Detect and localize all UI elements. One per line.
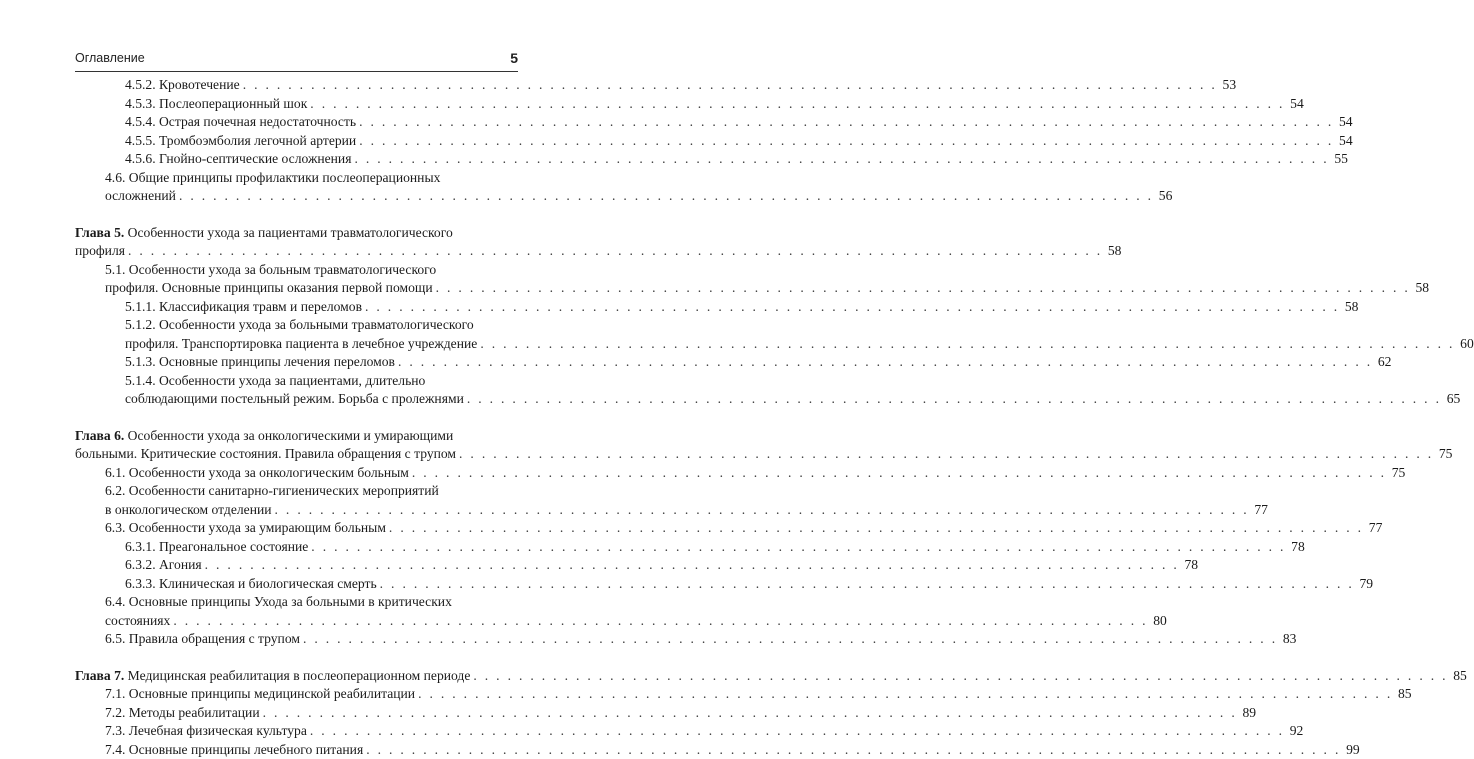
toc-entry-title: 6.3.2. Агония [125,556,202,575]
toc-entry-title: 4.5.2. Кровотечение [125,76,240,95]
toc-entry-5-1-4-line1 [75,372,518,391]
dot-leader: . . . . . . . . . . . . . . . . . . . . . . . . . . . . . . . . . . . . . . . . . . . . . . . . . . . . . . . . . . . . . . . . . . . . . . . . . . . . . . . . . . . . . . [365,298,1339,317]
dot-leader: . . . . . . . . . . . . . . . . . . . . . . . . . . . . . . . . . . . . . . . . . . . . . . . . . . . . . . . . . . . . . . . . . . . . . . . . . . . . . . . . . . . . . . [359,113,1333,132]
toc-entry-title: 4.5.6. Гнойно-септические осложнения [125,150,351,169]
dot-leader: . . . . . . . . . . . . . . . . . . . . . . . . . . . . . . . . . . . . . . . . . . . . . . . . . . . . . . . . . . . . . . . . . . . . . . . . . . . . . . . . . . . . . . [380,575,1354,594]
dot-leader: . . . . . . . . . . . . . . . . . . . . . . . . . . . . . . . . . . . . . . . . . . . . . . . . . . . . . . . . . . . . . . . . . . . . . . . . . . . . . . . . . . . . . . [480,335,1454,354]
chapter-label: Глава 6. [75,428,124,443]
dot-leader: . . . . . . . . . . . . . . . . . . . . . . . . . . . . . . . . . . . . . . . . . . . . . . . . . . . . . . . . . . . . . . . . . . . . . . . . . . . . . . . . . . . . . . [467,390,1441,409]
toc-chapter-6-line2 [75,445,518,464]
toc-chapter-5-line2 [75,242,518,261]
dot-leader: . . . . . . . . . . . . . . . . . . . . . . . . . . . . . . . . . . . . . . . . . . . . . . . . . . . . . . . . . . . . . . . . . . . . . . . . . . . . . . . . . . . . . . [418,685,1392,704]
toc-entry-4-6-line2 [75,187,518,206]
dot-leader: . . . . . . . . . . . . . . . . . . . . . . . . . . . . . . . . . . . . . . . . . . . . . . . . . . . . . . . . . . . . . . . . . . . . . . . . . . . . . . . . . . . . . . [436,279,1410,298]
toc-page-number: 79 [1357,575,1373,594]
toc-entry-title: 6.1. Особенности ухода за онкологическим больным [105,464,409,483]
toc-entry-6-2-line2 [75,501,518,520]
toc-entry-6-4-line2 [75,612,518,631]
toc-chapter-6-line1 [75,427,518,446]
toc-page-number: 62 [1375,353,1391,372]
toc-entry-6-4-line1 [75,593,518,612]
dot-leader: . . . . . . . . . . . . . . . . . . . . . . . . . . . . . . . . . . . . . . . . . . . . . . . . . . . . . . . . . . . . . . . . . . . . . . . . . . . . . . . . . . . . . . [359,132,1333,151]
dot-leader: . . . . . . . . . . . . . . . . . . . . . . . . . . . . . . . . . . . . . . . . . . . . . . . . . . . . . . . . . . . . . . . . . . . . . . . . . . . . . . . . . . . . . . [179,187,1153,206]
book-page [0,0,600,750]
dot-leader: . . . . . . . . . . . . . . . . . . . . . . . . . . . . . . . . . . . . . . . . . . . . . . . . . . . . . . . . . . . . . . . . . . . . . . . . . . . . . . . . . . . . . . [310,722,1284,741]
dot-leader: . . . . . . . . . . . . . . . . . . . . . . . . . . . . . . . . . . . . . . . . . . . . . . . . . . . . . . . . . . . . . . . . . . . . . . . . . . . . . . . . . . . . . . [243,76,1217,95]
dot-leader: . . . . . . . . . . . . . . . . . . . . . . . . . . . . . . . . . . . . . . . . . . . . . . . . . . . . . . . . . . . . . . . . . . . . . . . . . . . . . . . . . . . . . . [303,630,1277,649]
toc-page-number: 65 [1444,390,1460,409]
toc-entry-4-5-2 [75,76,518,95]
chapter-label: Глава 7. [75,668,124,683]
dot-leader: . . . . . . . . . . . . . . . . . . . . . . . . . . . . . . . . . . . . . . . . . . . . . . . . . . . . . . . . . . . . . . . . . . . . . . . . . . . . . . . . . . . . . . [354,150,1328,169]
toc-page-number: 99 [1344,741,1360,759]
toc-page-number: 78 [1182,556,1198,575]
toc-entry-title: 4.5.3. Послеоперационный шок [125,95,307,114]
dot-leader: . . . . . . . . . . . . . . . . . . . . . . . . . . . . . . . . . . . . . . . . . . . . . . . . . . . . . . . . . . . . . . . . . . . . . . . . . . . . . . . . . . . . . . [275,501,1249,520]
toc-entry-6-5 [75,630,518,649]
toc-entry-title: 5.1. Особенности ухода за больным травматологического [105,262,436,277]
toc-page-number: 58 [1105,242,1121,261]
toc-entry-title-cont: соблюдающими постельный режим. Борьба с пролежнями [125,390,464,409]
toc-entry-4-5-3 [75,95,518,114]
toc-chapter-5-line1 [75,224,518,243]
chapter-heading [75,667,470,686]
toc-page-number: 60 [1458,335,1474,354]
dot-leader: . . . . . . . . . . . . . . . . . . . . . . . . . . . . . . . . . . . . . . . . . . . . . . . . . . . . . . . . . . . . . . . . . . . . . . . . . . . . . . . . . . . . . . [459,445,1433,464]
toc-entry-title: 7.3. Лечебная физическая культура [105,722,307,741]
toc-entry-7-2 [75,704,518,723]
toc-entry-title-cont: состояниях [105,612,170,631]
toc-entry-title-cont: профиля. Основные принципы оказания первой помощи [105,279,433,298]
toc-entry-title-cont: профиля. Транспортировка пациента в лечебное учреждение [125,335,477,354]
toc-entry-7-4 [75,741,518,759]
toc-chapter-7 [75,667,518,686]
toc-entry-5-1-line1 [75,261,518,280]
toc-entry-6-3 [75,519,518,538]
chapter-title: Медицинская реабилитация в послеоперационном периоде [124,668,470,683]
toc-page-number: 55 [1332,150,1348,169]
toc-entry-5-1-line2 [75,279,518,298]
toc-entry-6-3-3 [75,575,518,594]
toc-page-number: 56 [1156,187,1172,206]
toc-entry-4-6-line1 [75,169,518,188]
toc-page-number: 58 [1342,298,1358,317]
toc-page-number: 85 [1396,685,1412,704]
dot-leader: . . . . . . . . . . . . . . . . . . . . . . . . . . . . . . . . . . . . . . . . . . . . . . . . . . . . . . . . . . . . . . . . . . . . . . . . . . . . . . . . . . . . . . [205,556,1179,575]
dot-leader: . . . . . . . . . . . . . . . . . . . . . . . . . . . . . . . . . . . . . . . . . . . . . . . . . . . . . . . . . . . . . . . . . . . . . . . . . . . . . . . . . . . . . . [473,667,1447,686]
toc-entry-6-3-2 [75,556,518,575]
dot-leader: . . . . . . . . . . . . . . . . . . . . . . . . . . . . . . . . . . . . . . . . . . . . . . . . . . . . . . . . . . . . . . . . . . . . . . . . . . . . . . . . . . . . . . [263,704,1237,723]
toc-page-number: 77 [1366,519,1382,538]
toc-entry-title: 6.3. Особенности ухода за умирающим больным [105,519,386,538]
toc-page-number: 78 [1289,538,1305,557]
dot-leader: . . . . . . . . . . . . . . . . . . . . . . . . . . . . . . . . . . . . . . . . . . . . . . . . . . . . . . . . . . . . . . . . . . . . . . . . . . . . . . . . . . . . . . [412,464,1386,483]
toc-entry-5-1-4-line2 [75,390,518,409]
toc-entry-title: 5.1.1. Классификация травм и переломов [125,298,362,317]
toc-page-number: 54 [1337,113,1353,132]
dot-leader: . . . . . . . . . . . . . . . . . . . . . . . . . . . . . . . . . . . . . . . . . . . . . . . . . . . . . . . . . . . . . . . . . . . . . . . . . . . . . . . . . . . . . . [128,242,1102,261]
header-rule [75,71,518,72]
toc-page-number: 75 [1436,445,1452,464]
toc-entry-5-1-2-line1 [75,316,518,335]
toc-page-number: 80 [1151,612,1167,631]
toc-entry-4-5-5 [75,132,518,151]
toc-page-number: 54 [1337,132,1353,151]
chapter-title: Особенности ухода за пациентами травматологического [124,225,452,240]
toc-entry-6-1 [75,464,518,483]
dot-leader: . . . . . . . . . . . . . . . . . . . . . . . . . . . . . . . . . . . . . . . . . . . . . . . . . . . . . . . . . . . . . . . . . . . . . . . . . . . . . . . . . . . . . . [311,538,1285,557]
toc-entry-6-3-1 [75,538,518,557]
toc-entry-7-3 [75,722,518,741]
table-of-contents [75,76,518,759]
toc-entry-title: 6.4. Основные принципы Ухода за больными в критических [105,594,452,609]
toc-entry-4-5-4 [75,113,518,132]
toc-entry-title: 5.1.4. Особенности ухода за пациентами, длительно [125,373,425,388]
toc-page-number: 53 [1220,76,1236,95]
toc-entry-title: 6.5. Правила обращения с трупом [105,630,300,649]
toc-page-number: 89 [1240,704,1256,723]
running-head-title: Оглавление [75,51,145,65]
toc-page-number: 77 [1252,501,1268,520]
running-head [75,50,518,70]
toc-entry-5-1-1 [75,298,518,317]
toc-entry-title: 4.5.4. Острая почечная недостаточность [125,113,356,132]
toc-entry-title-cont: в онкологическом отделении [105,501,272,520]
toc-entry-6-2-line1 [75,482,518,501]
page-number: 5 [510,50,518,66]
toc-entry-5-1-2-line2 [75,335,518,354]
chapter-label: Глава 5. [75,225,124,240]
toc-entry-title: 4.6. Общие принципы профилактики послеоперационных [105,170,440,185]
toc-entry-title: 7.4. Основные принципы лечебного питания [105,741,363,759]
toc-entry-title: 6.2. Особенности санитарно-гигиенических мероприятий [105,483,439,498]
toc-entry-7-1 [75,685,518,704]
toc-entry-title: 5.1.2. Особенности ухода за больными травматологического [125,317,474,332]
toc-entry-title-cont: осложнений [105,187,176,206]
dot-leader: . . . . . . . . . . . . . . . . . . . . . . . . . . . . . . . . . . . . . . . . . . . . . . . . . . . . . . . . . . . . . . . . . . . . . . . . . . . . . . . . . . . . . . [310,95,1284,114]
dot-leader: . . . . . . . . . . . . . . . . . . . . . . . . . . . . . . . . . . . . . . . . . . . . . . . . . . . . . . . . . . . . . . . . . . . . . . . . . . . . . . . . . . . . . . [398,353,1372,372]
toc-page-number: 92 [1287,722,1303,741]
toc-page-number: 58 [1413,279,1429,298]
toc-entry-4-5-6 [75,150,518,169]
toc-entry-title: 5.1.3. Основные принципы лечения переломов [125,353,395,372]
toc-entry-title: 6.3.1. Преагональное состояние [125,538,308,557]
dot-leader: . . . . . . . . . . . . . . . . . . . . . . . . . . . . . . . . . . . . . . . . . . . . . . . . . . . . . . . . . . . . . . . . . . . . . . . . . . . . . . . . . . . . . . [389,519,1363,538]
chapter-title-cont: профиля [75,242,125,261]
toc-entry-title: 7.2. Методы реабилитации [105,704,260,723]
toc-entry-title: 7.1. Основные принципы медицинской реабилитации [105,685,415,704]
toc-page-number: 75 [1389,464,1405,483]
toc-entry-title: 4.5.5. Тромбоэмболия легочной артерии [125,132,356,151]
dot-leader: . . . . . . . . . . . . . . . . . . . . . . . . . . . . . . . . . . . . . . . . . . . . . . . . . . . . . . . . . . . . . . . . . . . . . . . . . . . . . . . . . . . . . . [173,612,1147,631]
toc-page-number: 54 [1288,95,1304,114]
toc-entry-title: 6.3.3. Клиническая и биологическая смерть [125,575,377,594]
chapter-title: Особенности ухода за онкологическими и умирающими [124,428,453,443]
chapter-title-cont: больными. Критические состояния. Правила обращения с трупом [75,445,456,464]
toc-entry-5-1-3 [75,353,518,372]
toc-page-number: 83 [1280,630,1296,649]
dot-leader: . . . . . . . . . . . . . . . . . . . . . . . . . . . . . . . . . . . . . . . . . . . . . . . . . . . . . . . . . . . . . . . . . . . . . . . . . . . . . . . . . . . . . . [366,741,1340,759]
toc-page-number: 85 [1451,667,1467,686]
